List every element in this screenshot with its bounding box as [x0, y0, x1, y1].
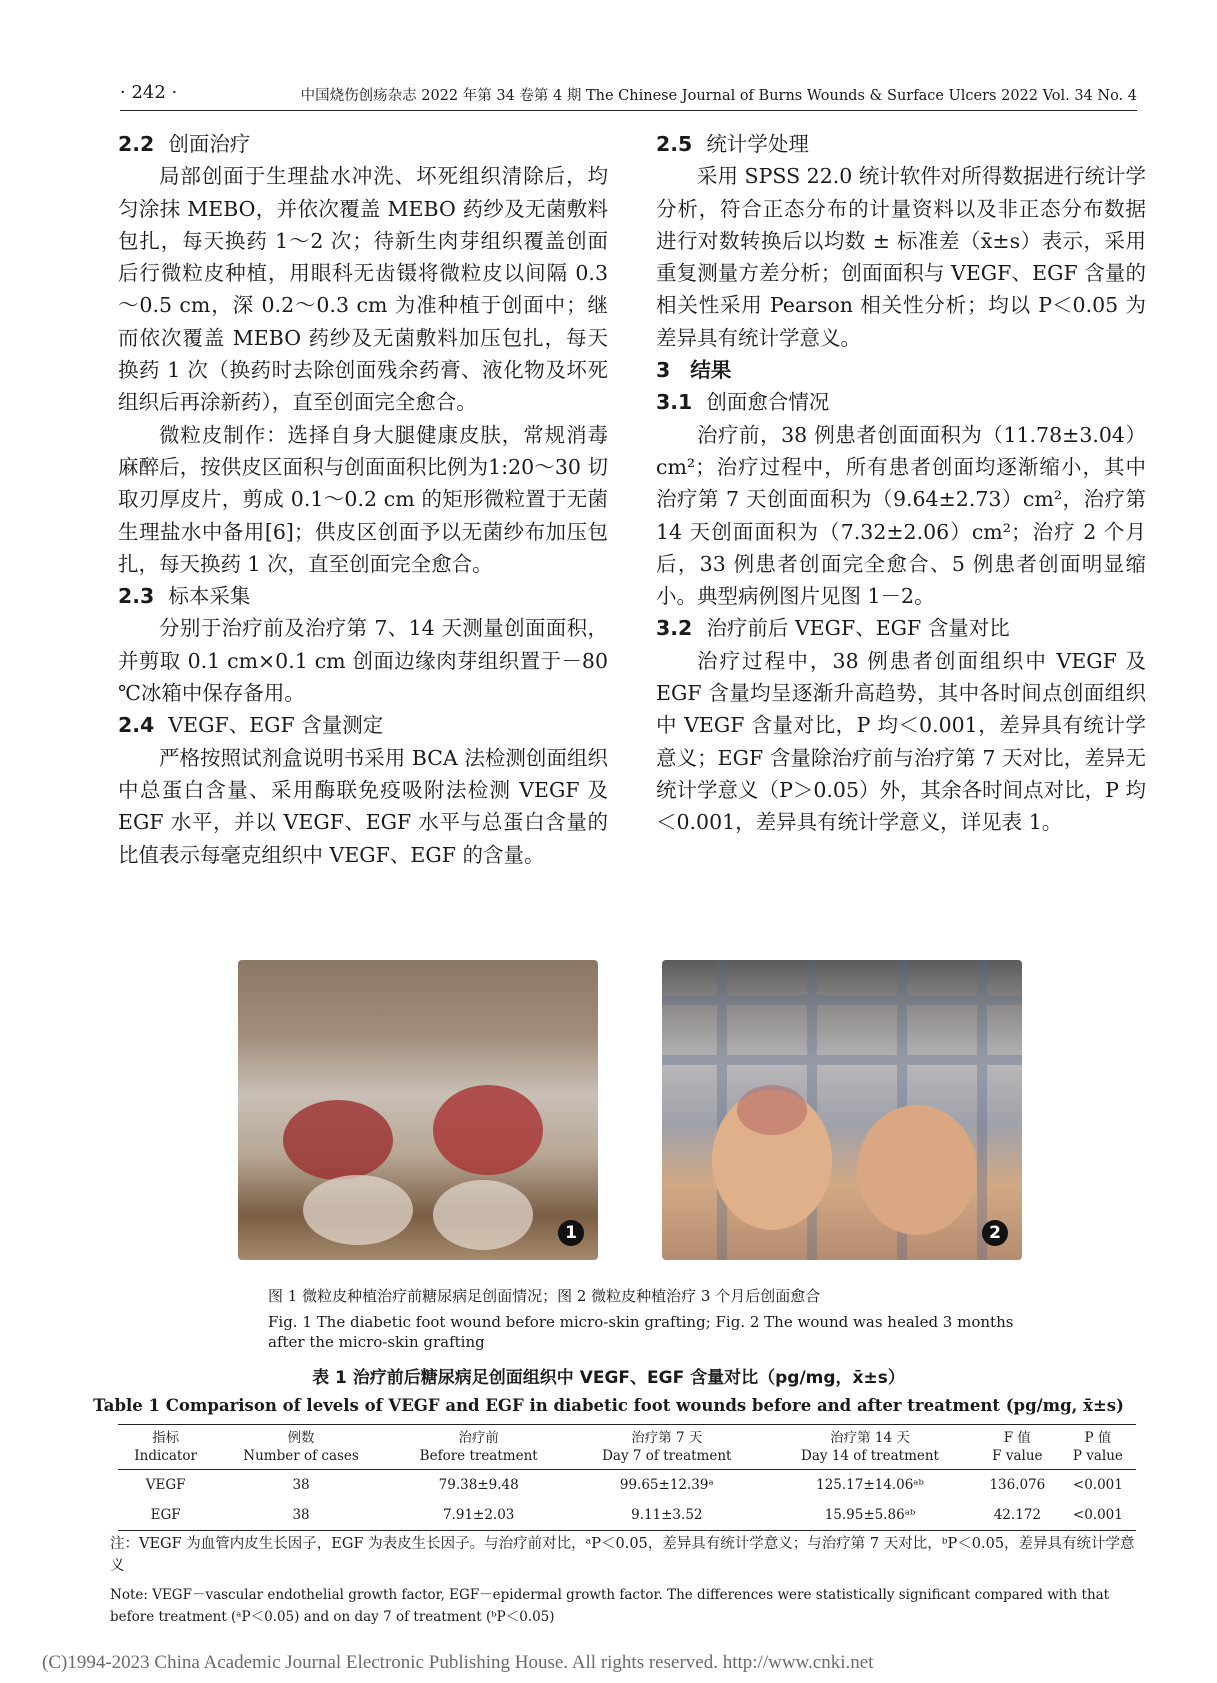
table-caption-cn: 表 1 治疗前后糖尿病足创面组织中 VEGF、EGF 含量对比（pg/mg，x̄±s）: [312, 1368, 905, 1388]
table-caption-en: Table 1 Comparison of levels of VEGF and EGF in diabetic foot wounds before and after treatment (pg/mg, x̄±s): [93, 1396, 1124, 1415]
figure-badge-2: 2: [982, 1220, 1008, 1246]
section-heading-2-3: 2.3 标本采集: [118, 584, 251, 609]
paragraph: 治疗前，38 例患者创面面积为（11.78±3.04）cm²；治疗过程中，所有患者创面均逐渐缩小，其中治疗第 7 天创面面积为（9.64±2.73）cm²，治疗第 14 天创面面积为（7.32±2.06）cm²；治疗 2 个月后，33 例患者创面完全愈合、5 例患者创面明显缩小。典型病例图片见图 1－2。: [656, 422, 1146, 609]
paragraph: 采用 SPSS 22.0 统计软件对所得数据进行统计学分析，符合正态分布的计量资料以及非正态分布数据进行对数转换后以均数 ± 标准差（x̄±s）表示，采用重复测量方差分析；创面面积与 VEGF、EGF 含量的相关性采用 Pearson 相关性分析；均以 P＜0.05 为差异具有统计学意义。: [656, 164, 1146, 350]
header-day14: 治疗第 14 天 Day 14 of treatment: [801, 1430, 939, 1464]
section-heading-3-2: 3.2 治疗前后 VEGF、EGF 含量对比: [656, 616, 1010, 641]
header-p-value: P 值 P value: [1072, 1430, 1123, 1464]
header-indicator: 指标 Indicator: [134, 1430, 197, 1464]
paragraph: 分别于治疗前及治疗第 7、14 天测量创面面积，并剪取 0.1 cm×0.1 cm 创面边缘肉芽组织置于－80 ℃冰箱中保存备用。: [118, 616, 608, 706]
left-column: [118, 128, 608, 871]
section-heading-2-2: 2.2 创面治疗: [118, 132, 251, 156]
journal-running-title: 中国烧伤创疡杂志 2022 年第 34 卷第 4 期 The Chinese Journal of Burns Wounds & Surface Ulcers 2022 Vol. 34 No. 4: [300, 88, 1137, 104]
section-heading-3-1: 3.1 创面愈合情况: [656, 390, 830, 415]
healed-foot-illustration: [662, 960, 1022, 1260]
copyright-footer: (C)1994-2023 China Academic Journal Electronic Publishing House. All rights reserved. http://www.cnki.net: [42, 1652, 874, 1673]
page-number: · 242 ·: [120, 82, 178, 103]
paragraph: 局部创面于生理盐水冲洗、坏死组织清除后，均匀涂抹 MEBO，并依次覆盖 MEBO 药纱及无菌敷料包扎，每天换药 1～2 次；待新生肉芽组织覆盖创面后行微粒皮种植，用眼科无齿镊将微粒皮以间隔 0.3～0.5 cm，深 0.2～0.3 cm 为准种植于创面中；继而依次覆盖 MEBO 药纱及无菌敷料加压包扎，每天换药 1 次（换药时去除创面残余药膏、液化物及坏死组织后再涂新药），直至创面完全愈合。: [118, 164, 608, 415]
header-f-value: F 值 F value: [992, 1430, 1043, 1464]
figure-caption-en: Fig. 1 The diabetic foot wound before micro-skin grafting; Fig. 2 The wound was healed 3 months after the micro-skin grafting: [268, 1313, 1014, 1351]
right-column: [656, 128, 1146, 839]
header-day7: 治疗第 7 天 Day 7 of treatment: [602, 1430, 732, 1464]
data-table: [118, 1424, 1136, 1531]
table-row: VEGF 38 79.38±9.48 99.65±12.39ᵃ 125.17±14.06ᵃᵇ 136.076 <0.001: [145, 1477, 1123, 1493]
table-note-cn: 注：VEGF 为血管内皮生长因子，EGF 为表皮生长因子。与治疗前对比，ᵃP＜0.05，差异具有统计学意义；与治疗第 7 天对比，ᵇP＜0.05，差异具有统计学意义: [110, 1536, 1135, 1574]
header-cases: 例数 Number of cases: [243, 1430, 359, 1464]
figure-badge-1: 1: [558, 1220, 584, 1246]
paragraph: 微粒皮制作：选择自身大腿健康皮肤，常规消毒麻醉后，按供皮区面积与创面面积比例为1:20～30 切取刃厚皮片，剪成 0.1～0.2 cm 的矩形微粒置于无菌生理盐水中备用[6]；供皮区创面予以无菌纱布加压包扎，每天换药 1 次，直至创面完全愈合。: [118, 422, 608, 576]
table-header-row: [118, 1425, 1136, 1470]
table-row: EGF 38 7.91±2.03 9.11±3.52 15.95±5.86ᵃᵇ 42.172 <0.001: [118, 1500, 1136, 1531]
section-heading-2-5: 2.5 统计学处理: [656, 132, 809, 156]
section-heading-2-4: 2.4 VEGF、EGF 含量测定: [118, 713, 384, 738]
figure-caption-cn: 图 1 微粒皮种植治疗前糖尿病足创面情况；图 2 微粒皮种植治疗 3 个月后创面愈合: [268, 1287, 821, 1305]
section-heading-3: 3 结果: [656, 358, 732, 383]
figure-1-photo: [238, 960, 598, 1260]
paragraph: 严格按照试剂盒说明书采用 BCA 法检测创面组织中总蛋白含量、采用酶联免疫吸附法检测 VEGF 及 EGF 水平，并以 VEGF、EGF 水平与总蛋白含量的比值表示每毫克组织中 VEGF、EGF 的含量。: [118, 745, 608, 867]
paragraph: 治疗过程中，38 例患者创面组织中 VEGF 及 EGF 含量均呈逐渐升高趋势，其中各时间点创面组织中 VEGF 含量对比，P 均＜0.001，差异具有统计学意义；EGF 含量除治疗前与治疗第 7 天对比，差异无统计学意义（P＞0.05）外，其余各时间点对比，P 均＜0.001，差异具有统计学意义，详见表 1。: [656, 648, 1146, 835]
wound-illustration: [238, 960, 598, 1260]
page-header: [120, 80, 1137, 111]
table-note-en: Note: VEGF－vascular endothelial growth factor, EGF－epidermal growth factor. The differences were statistically significant compared with that before treatment (ᵃP＜0.05) and on day 7 of treatment (ᵇP＜0.05): [110, 1587, 1110, 1625]
figure-2-photo: [662, 960, 1022, 1260]
header-before: 治疗前 Before treatment: [419, 1430, 538, 1464]
figure-caption: [268, 1286, 1097, 1352]
